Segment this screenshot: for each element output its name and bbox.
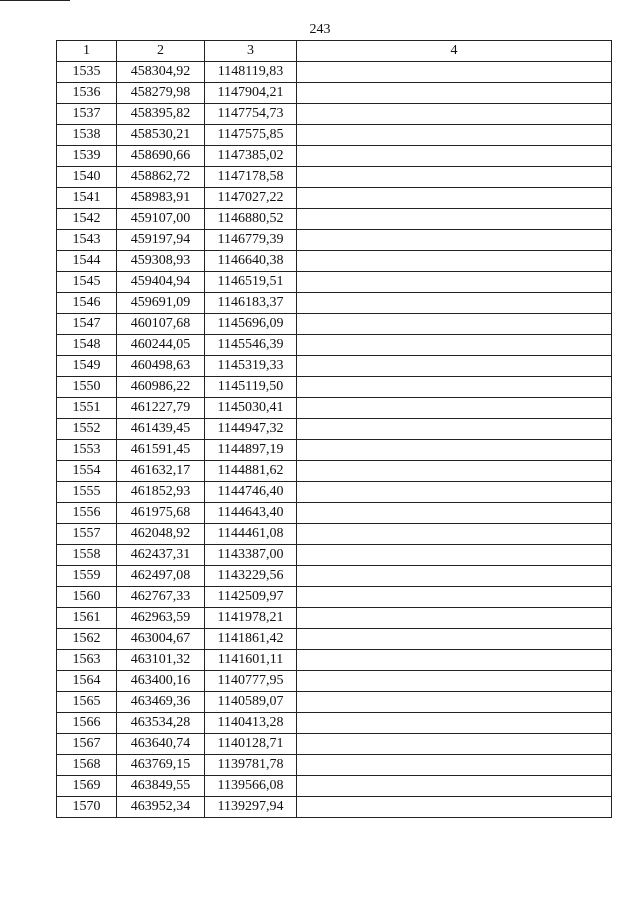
table-row: [57, 482, 612, 503]
cell-notes: [297, 335, 612, 356]
cell-x: 460244,05: [117, 335, 205, 356]
table-row: [57, 314, 612, 335]
table-row: [57, 587, 612, 608]
cell-x: 463534,28: [117, 713, 205, 734]
cell-notes: [297, 146, 612, 167]
cell-point-number: 1544: [57, 251, 117, 272]
cell-y: 1147575,85: [205, 125, 297, 146]
cell-x: 459691,09: [117, 293, 205, 314]
cell-notes: [297, 293, 612, 314]
cell-point-number: 1555: [57, 482, 117, 503]
table-row: [57, 167, 612, 188]
cell-y: 1147904,21: [205, 83, 297, 104]
cell-y: 1144947,32: [205, 419, 297, 440]
cell-notes: [297, 104, 612, 125]
column-header-point-number: 1: [57, 41, 117, 62]
cell-x: 462048,92: [117, 524, 205, 545]
cell-notes: [297, 419, 612, 440]
cell-y: 1147754,73: [205, 104, 297, 125]
table-row: [57, 377, 612, 398]
cell-point-number: 1560: [57, 587, 117, 608]
cell-y: 1144461,08: [205, 524, 297, 545]
column-header-y: 3: [205, 41, 297, 62]
cell-notes: [297, 62, 612, 83]
table-row: [57, 125, 612, 146]
table-row: [57, 335, 612, 356]
cell-notes: [297, 776, 612, 797]
cell-notes: [297, 440, 612, 461]
cell-point-number: 1570: [57, 797, 117, 818]
cell-point-number: 1566: [57, 713, 117, 734]
cell-notes: [297, 398, 612, 419]
cell-y: 1147027,22: [205, 188, 297, 209]
cell-notes: [297, 650, 612, 671]
cell-point-number: 1542: [57, 209, 117, 230]
cell-y: 1145119,50: [205, 377, 297, 398]
cell-notes: [297, 356, 612, 377]
table-row: [57, 629, 612, 650]
cell-point-number: 1552: [57, 419, 117, 440]
cell-notes: [297, 608, 612, 629]
table-row: [57, 398, 612, 419]
cell-notes: [297, 125, 612, 146]
cell-x: 460986,22: [117, 377, 205, 398]
cell-y: 1144746,40: [205, 482, 297, 503]
cell-x: 458395,82: [117, 104, 205, 125]
table-header: [57, 41, 612, 62]
cell-x: 463952,34: [117, 797, 205, 818]
cell-y: 1139781,78: [205, 755, 297, 776]
cell-y: 1144881,62: [205, 461, 297, 482]
cell-x: 459107,00: [117, 209, 205, 230]
cell-y: 1146880,52: [205, 209, 297, 230]
cell-y: 1146519,51: [205, 272, 297, 293]
cell-x: 460107,68: [117, 314, 205, 335]
table-row: [57, 209, 612, 230]
page-number: 243: [309, 22, 331, 37]
cell-x: 458690,66: [117, 146, 205, 167]
cell-point-number: 1548: [57, 335, 117, 356]
cell-x: 459404,94: [117, 272, 205, 293]
cell-point-number: 1539: [57, 146, 117, 167]
table-row: [57, 62, 612, 83]
cell-point-number: 1537: [57, 104, 117, 125]
header-row: [57, 41, 612, 62]
cell-x: 462767,33: [117, 587, 205, 608]
cell-x: 458983,91: [117, 188, 205, 209]
cell-x: 461975,68: [117, 503, 205, 524]
cell-y: 1147385,02: [205, 146, 297, 167]
cell-notes: [297, 209, 612, 230]
cell-notes: [297, 713, 612, 734]
cell-x: 461591,45: [117, 440, 205, 461]
cell-point-number: 1551: [57, 398, 117, 419]
cell-point-number: 1557: [57, 524, 117, 545]
cell-y: 1141601,11: [205, 650, 297, 671]
cell-y: 1140128,71: [205, 734, 297, 755]
cell-notes: [297, 503, 612, 524]
table-row: [57, 440, 612, 461]
cell-point-number: 1565: [57, 692, 117, 713]
cell-x: 459308,93: [117, 251, 205, 272]
cell-y: 1147178,58: [205, 167, 297, 188]
table-row: [57, 230, 612, 251]
cell-x: 461439,45: [117, 419, 205, 440]
cell-point-number: 1547: [57, 314, 117, 335]
cell-x: 461632,17: [117, 461, 205, 482]
cell-notes: [297, 671, 612, 692]
cell-point-number: 1558: [57, 545, 117, 566]
cell-notes: [297, 797, 612, 818]
cell-x: 459197,94: [117, 230, 205, 251]
table-row: [57, 713, 612, 734]
cell-notes: [297, 587, 612, 608]
cell-x: 463769,15: [117, 755, 205, 776]
cell-point-number: 1563: [57, 650, 117, 671]
cell-point-number: 1535: [57, 62, 117, 83]
cell-x: 458279,98: [117, 83, 205, 104]
table-row: [57, 776, 612, 797]
cell-point-number: 1568: [57, 755, 117, 776]
cell-notes: [297, 734, 612, 755]
cell-notes: [297, 545, 612, 566]
table-row: [57, 692, 612, 713]
cell-x: 461852,93: [117, 482, 205, 503]
cell-y: 1143229,56: [205, 566, 297, 587]
cell-x: 463400,16: [117, 671, 205, 692]
table-row: [57, 797, 612, 818]
cell-point-number: 1538: [57, 125, 117, 146]
cell-x: 458304,92: [117, 62, 205, 83]
cell-y: 1145319,33: [205, 356, 297, 377]
cell-y: 1140589,07: [205, 692, 297, 713]
cell-notes: [297, 692, 612, 713]
cell-y: 1140413,28: [205, 713, 297, 734]
cell-x: 463640,74: [117, 734, 205, 755]
cell-x: 462437,31: [117, 545, 205, 566]
table-row: [57, 755, 612, 776]
table-row: [57, 251, 612, 272]
cell-y: 1145030,41: [205, 398, 297, 419]
cell-notes: [297, 755, 612, 776]
cell-point-number: 1562: [57, 629, 117, 650]
cell-notes: [297, 524, 612, 545]
table-row: [57, 734, 612, 755]
table-row: [57, 503, 612, 524]
cell-point-number: 1536: [57, 83, 117, 104]
cell-x: 463469,36: [117, 692, 205, 713]
cell-point-number: 1569: [57, 776, 117, 797]
cell-y: 1139566,08: [205, 776, 297, 797]
cell-notes: [297, 314, 612, 335]
cell-point-number: 1556: [57, 503, 117, 524]
cell-point-number: 1549: [57, 356, 117, 377]
cell-notes: [297, 461, 612, 482]
cell-point-number: 1564: [57, 671, 117, 692]
cell-point-number: 1550: [57, 377, 117, 398]
coordinates-table: [56, 40, 612, 818]
cell-point-number: 1561: [57, 608, 117, 629]
column-header-x: 2: [117, 41, 205, 62]
cell-x: 462497,08: [117, 566, 205, 587]
cell-x: 463101,32: [117, 650, 205, 671]
column-header-notes: 4: [297, 41, 612, 62]
cell-y: 1145546,39: [205, 335, 297, 356]
table-row: [57, 545, 612, 566]
table-body: [57, 62, 612, 818]
cell-point-number: 1540: [57, 167, 117, 188]
cell-y: 1146183,37: [205, 293, 297, 314]
table-row: [57, 104, 612, 125]
cell-point-number: 1546: [57, 293, 117, 314]
cell-x: 462963,59: [117, 608, 205, 629]
scan-edge-mark: [0, 0, 70, 1]
cell-notes: [297, 83, 612, 104]
cell-x: 458862,72: [117, 167, 205, 188]
cell-y: 1142509,97: [205, 587, 297, 608]
cell-y: 1140777,95: [205, 671, 297, 692]
cell-notes: [297, 629, 612, 650]
cell-y: 1144897,19: [205, 440, 297, 461]
table-row: [57, 356, 612, 377]
cell-y: 1146640,38: [205, 251, 297, 272]
table-row: [57, 566, 612, 587]
cell-point-number: 1553: [57, 440, 117, 461]
cell-x: 463004,67: [117, 629, 205, 650]
cell-y: 1146779,39: [205, 230, 297, 251]
cell-y: 1141861,42: [205, 629, 297, 650]
table-row: [57, 461, 612, 482]
cell-notes: [297, 167, 612, 188]
table-row: [57, 524, 612, 545]
cell-point-number: 1554: [57, 461, 117, 482]
cell-notes: [297, 377, 612, 398]
cell-point-number: 1541: [57, 188, 117, 209]
table-row: [57, 650, 612, 671]
table-row: [57, 146, 612, 167]
cell-point-number: 1559: [57, 566, 117, 587]
cell-y: 1145696,09: [205, 314, 297, 335]
cell-notes: [297, 482, 612, 503]
cell-x: 458530,21: [117, 125, 205, 146]
cell-notes: [297, 188, 612, 209]
cell-point-number: 1543: [57, 230, 117, 251]
table-row: [57, 272, 612, 293]
table-row: [57, 671, 612, 692]
cell-notes: [297, 272, 612, 293]
table-row: [57, 608, 612, 629]
table-row: [57, 293, 612, 314]
cell-y: 1143387,00: [205, 545, 297, 566]
cell-y: 1144643,40: [205, 503, 297, 524]
table-row: [57, 188, 612, 209]
cell-y: 1139297,94: [205, 797, 297, 818]
cell-x: 463849,55: [117, 776, 205, 797]
cell-x: 461227,79: [117, 398, 205, 419]
cell-notes: [297, 566, 612, 587]
table-row: [57, 419, 612, 440]
cell-point-number: 1567: [57, 734, 117, 755]
cell-notes: [297, 230, 612, 251]
cell-point-number: 1545: [57, 272, 117, 293]
cell-notes: [297, 251, 612, 272]
cell-y: 1141978,21: [205, 608, 297, 629]
table-row: [57, 83, 612, 104]
cell-x: 460498,63: [117, 356, 205, 377]
cell-y: 1148119,83: [205, 62, 297, 83]
